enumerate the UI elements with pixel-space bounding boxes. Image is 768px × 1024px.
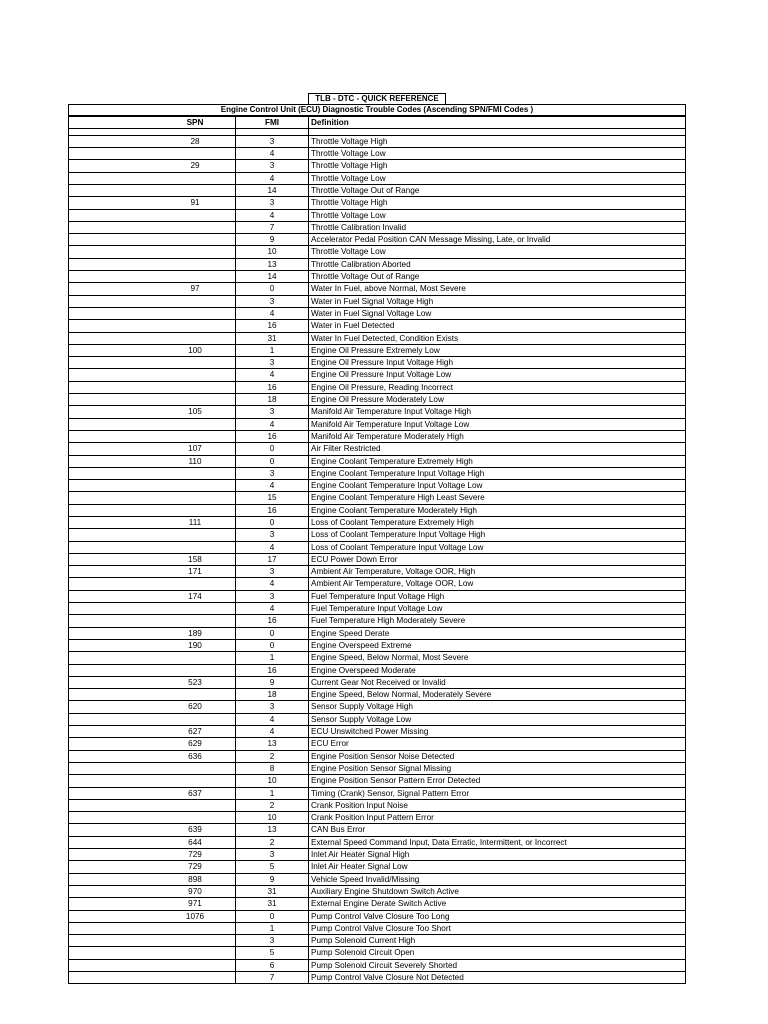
fmi-cell: 3 <box>236 357 309 369</box>
table-row <box>69 836 686 848</box>
table-row <box>69 517 686 529</box>
spn-cell: 1076 <box>155 910 236 922</box>
table-row <box>69 652 686 664</box>
definition-cell: Fuel Temperature High Moderately Severe <box>309 615 686 627</box>
table-row <box>69 873 686 885</box>
table-row <box>69 566 686 578</box>
definition-cell: External Speed Command Input, Data Erratic, Intermittent, or Incorrect <box>309 836 686 848</box>
fmi-cell: 16 <box>236 664 309 676</box>
fmi-cell: 4 <box>236 603 309 615</box>
definition-cell: Vehicle Speed Invalid/Missing <box>309 873 686 885</box>
definition-cell: Sensor Supply Voltage Low <box>309 713 686 725</box>
table-row <box>69 283 686 295</box>
fmi-cell: 10 <box>236 812 309 824</box>
spn-cell <box>155 172 236 184</box>
table-row <box>69 738 686 750</box>
table-row <box>69 713 686 725</box>
table-row <box>69 320 686 332</box>
spn-cell <box>155 467 236 479</box>
table-row <box>69 184 686 196</box>
definition-cell: Engine Position Sensor Signal Missing <box>309 762 686 774</box>
fmi-cell: 4 <box>236 148 309 160</box>
fmi-cell: 0 <box>236 283 309 295</box>
definition-cell: Air Filter Restricted <box>309 443 686 455</box>
definition-cell: Manifold Air Temperature Moderately High <box>309 430 686 442</box>
table-row <box>69 676 686 688</box>
table-row <box>69 627 686 639</box>
fmi-cell: 16 <box>236 504 309 516</box>
spn-cell <box>155 209 236 221</box>
definition-cell: Throttle Voltage Out of Range <box>309 184 686 196</box>
table-row <box>69 799 686 811</box>
definition-cell: Pump Solenoid Circuit Severely Shorted <box>309 959 686 971</box>
table-row <box>69 922 686 934</box>
spn-cell <box>155 775 236 787</box>
definition-cell: Current Gear Not Received or Invalid <box>309 676 686 688</box>
definition-cell: Fuel Temperature Input Voltage High <box>309 590 686 602</box>
definition-cell: Engine Position Sensor Noise Detected <box>309 750 686 762</box>
definition-cell: Engine Oil Pressure Extremely Low <box>309 344 686 356</box>
fmi-cell: 17 <box>236 553 309 565</box>
definition-cell: Pump Solenoid Current High <box>309 935 686 947</box>
table-row <box>69 590 686 602</box>
spn-cell: 91 <box>155 197 236 209</box>
fmi-cell: 18 <box>236 689 309 701</box>
fmi-cell: 9 <box>236 873 309 885</box>
spn-cell: 28 <box>155 135 236 147</box>
fmi-cell: 4 <box>236 172 309 184</box>
spn-cell <box>155 615 236 627</box>
table-row <box>69 824 686 836</box>
spn-cell <box>155 959 236 971</box>
definition-cell: Engine Oil Pressure, Reading Incorrect <box>309 381 686 393</box>
table-row <box>69 344 686 356</box>
definition-cell: Throttle Voltage Low <box>309 246 686 258</box>
fmi-cell: 5 <box>236 947 309 959</box>
table-row <box>69 726 686 738</box>
spn-cell: 970 <box>155 885 236 897</box>
definition-cell: Engine Coolant Temperature Extremely High <box>309 455 686 467</box>
definition-cell: Engine Speed Derate <box>309 627 686 639</box>
table-row <box>69 418 686 430</box>
spn-cell <box>155 603 236 615</box>
definition-cell: Inlet Air Heater Signal Low <box>309 861 686 873</box>
fmi-cell: 4 <box>236 541 309 553</box>
fmi-cell: 16 <box>236 381 309 393</box>
definition-cell: Engine Position Sensor Pattern Error Detected <box>309 775 686 787</box>
spn-cell <box>155 947 236 959</box>
fmi-cell: 7 <box>236 971 309 983</box>
definition-cell: Inlet Air Heater Signal High <box>309 849 686 861</box>
fmi-cell: 16 <box>236 430 309 442</box>
fmi-cell: 4 <box>236 480 309 492</box>
fmi-cell: 9 <box>236 676 309 688</box>
fmi-header: FMI <box>236 117 309 129</box>
definition-cell: Timing (Crank) Sensor, Signal Pattern Error <box>309 787 686 799</box>
definition-cell: Pump Control Valve Closure Too Short <box>309 922 686 934</box>
definition-cell: Ambient Air Temperature, Voltage OOR, Low <box>309 578 686 590</box>
definition-cell: Engine Overspeed Extreme <box>309 639 686 651</box>
fmi-cell: 4 <box>236 578 309 590</box>
definition-cell: Engine Oil Pressure Moderately Low <box>309 394 686 406</box>
spn-cell <box>155 664 236 676</box>
definition-cell: Throttle Voltage Out of Range <box>309 271 686 283</box>
definition-cell: Throttle Calibration Invalid <box>309 221 686 233</box>
table-row <box>69 295 686 307</box>
spn-cell <box>155 935 236 947</box>
fmi-cell: 14 <box>236 271 309 283</box>
spn-cell <box>155 762 236 774</box>
table-row <box>69 639 686 651</box>
table-row <box>69 234 686 246</box>
table-row <box>69 885 686 897</box>
spn-cell: 190 <box>155 639 236 651</box>
spn-cell <box>155 492 236 504</box>
definition-cell: Throttle Voltage High <box>309 160 686 172</box>
table-row <box>69 775 686 787</box>
table-row <box>69 578 686 590</box>
table-row <box>69 689 686 701</box>
fmi-cell: 1 <box>236 652 309 664</box>
spn-header: SPN <box>155 117 236 129</box>
fmi-cell: 0 <box>236 627 309 639</box>
fmi-cell: 4 <box>236 418 309 430</box>
fmi-cell: 4 <box>236 369 309 381</box>
table-row <box>69 959 686 971</box>
table-row <box>69 160 686 172</box>
fmi-cell: 4 <box>236 713 309 725</box>
table-row <box>69 332 686 344</box>
fmi-cell: 4 <box>236 726 309 738</box>
table-row <box>69 258 686 270</box>
table-row <box>69 430 686 442</box>
definition-cell: Water in Fuel Signal Voltage High <box>309 295 686 307</box>
table-row <box>69 762 686 774</box>
fmi-cell: 3 <box>236 935 309 947</box>
fmi-cell: 2 <box>236 799 309 811</box>
fmi-cell: 0 <box>236 910 309 922</box>
spn-cell: 729 <box>155 849 236 861</box>
fmi-cell: 5 <box>236 861 309 873</box>
definition-cell: Manifold Air Temperature Input Voltage High <box>309 406 686 418</box>
definition-cell: Pump Control Valve Closure Too Long <box>309 910 686 922</box>
definition-header: Definition <box>309 117 686 129</box>
fmi-cell: 14 <box>236 184 309 196</box>
fmi-cell: 3 <box>236 467 309 479</box>
spn-cell: 171 <box>155 566 236 578</box>
spn-cell: 29 <box>155 160 236 172</box>
fmi-cell: 7 <box>236 221 309 233</box>
definition-cell: ECU Unswitched Power Missing <box>309 726 686 738</box>
fmi-cell: 31 <box>236 898 309 910</box>
spn-cell <box>155 234 236 246</box>
spn-cell <box>155 812 236 824</box>
fmi-cell: 31 <box>236 332 309 344</box>
definition-cell: Crank Position Input Noise <box>309 799 686 811</box>
fmi-cell: 2 <box>236 750 309 762</box>
definition-cell: Engine Coolant Temperature Input Voltage Low <box>309 480 686 492</box>
table-row <box>69 467 686 479</box>
table-row <box>69 812 686 824</box>
definition-cell: Engine Speed, Below Normal, Most Severe <box>309 652 686 664</box>
fmi-cell: 13 <box>236 738 309 750</box>
table-header-row <box>69 117 686 129</box>
spn-cell: 627 <box>155 726 236 738</box>
table-row <box>69 480 686 492</box>
definition-cell: Pump Solenoid Circuit Open <box>309 947 686 959</box>
fmi-cell: 0 <box>236 639 309 651</box>
table-row <box>69 221 686 233</box>
fmi-cell: 18 <box>236 394 309 406</box>
definition-cell: Throttle Voltage High <box>309 197 686 209</box>
table-row <box>69 787 686 799</box>
table-row <box>69 947 686 959</box>
definition-cell: Manifold Air Temperature Input Voltage Low <box>309 418 686 430</box>
spn-cell <box>155 541 236 553</box>
spn-cell: 729 <box>155 861 236 873</box>
definition-cell: Water in Fuel Detected <box>309 320 686 332</box>
definition-cell: CAN Bus Error <box>309 824 686 836</box>
table-row <box>69 135 686 147</box>
fmi-cell: 16 <box>236 615 309 627</box>
spn-cell <box>155 578 236 590</box>
definition-cell: Fuel Temperature Input Voltage Low <box>309 603 686 615</box>
fmi-cell: 1 <box>236 344 309 356</box>
definition-cell: Engine Coolant Temperature High Least Severe <box>309 492 686 504</box>
fmi-cell: 0 <box>236 455 309 467</box>
table-row <box>69 849 686 861</box>
definition-cell: Water In Fuel, above Normal, Most Severe <box>309 283 686 295</box>
fmi-cell: 3 <box>236 406 309 418</box>
table-row <box>69 861 686 873</box>
fmi-cell: 16 <box>236 320 309 332</box>
definition-cell: Engine Speed, Below Normal, Moderately Severe <box>309 689 686 701</box>
fmi-cell: 1 <box>236 787 309 799</box>
fmi-cell: 4 <box>236 209 309 221</box>
spn-cell: 629 <box>155 738 236 750</box>
table-row <box>69 357 686 369</box>
table-row <box>69 504 686 516</box>
fmi-cell: 3 <box>236 197 309 209</box>
fmi-cell: 10 <box>236 775 309 787</box>
definition-cell: Engine Coolant Temperature Moderately High <box>309 504 686 516</box>
spn-cell <box>155 529 236 541</box>
spn-cell <box>155 357 236 369</box>
spn-cell <box>155 184 236 196</box>
spn-cell <box>155 307 236 319</box>
fmi-cell: 3 <box>236 529 309 541</box>
definition-cell: Ambient Air Temperature, Voltage OOR, High <box>309 566 686 578</box>
definition-cell: Engine Oil Pressure Input Voltage High <box>309 357 686 369</box>
spn-cell <box>155 922 236 934</box>
fmi-cell: 3 <box>236 135 309 147</box>
definition-cell: Sensor Supply Voltage High <box>309 701 686 713</box>
spn-cell <box>155 381 236 393</box>
fmi-cell: 0 <box>236 443 309 455</box>
definition-cell: Auxiliary Engine Shutdown Switch Active <box>309 885 686 897</box>
fmi-cell: 9 <box>236 234 309 246</box>
spn-cell: 105 <box>155 406 236 418</box>
definition-cell: Engine Oil Pressure Input Voltage Low <box>309 369 686 381</box>
spn-cell: 107 <box>155 443 236 455</box>
table-row <box>69 492 686 504</box>
spn-cell <box>155 430 236 442</box>
definition-cell: Throttle Voltage Low <box>309 172 686 184</box>
spn-cell <box>155 320 236 332</box>
spn-cell <box>155 295 236 307</box>
definition-cell: Water in Fuel Signal Voltage Low <box>309 307 686 319</box>
spn-cell: 174 <box>155 590 236 602</box>
spn-cell <box>155 480 236 492</box>
definition-cell: Throttle Calibration Aborted <box>309 258 686 270</box>
definition-cell: Engine Coolant Temperature Input Voltage High <box>309 467 686 479</box>
definition-cell: Accelerator Pedal Position CAN Message Missing, Late, or Invalid <box>309 234 686 246</box>
spn-cell <box>155 369 236 381</box>
fmi-cell: 3 <box>236 566 309 578</box>
fmi-cell: 13 <box>236 824 309 836</box>
table-row <box>69 910 686 922</box>
table-row <box>69 406 686 418</box>
definition-cell: ECU Power Down Error <box>309 553 686 565</box>
table-row <box>69 935 686 947</box>
fmi-cell: 15 <box>236 492 309 504</box>
spn-cell: 644 <box>155 836 236 848</box>
spn-cell <box>155 418 236 430</box>
fmi-cell: 0 <box>236 517 309 529</box>
definition-cell: Water In Fuel Detected, Condition Exists <box>309 332 686 344</box>
table-row <box>69 603 686 615</box>
table-row <box>69 701 686 713</box>
dtc-table <box>68 116 686 984</box>
table-row <box>69 664 686 676</box>
spn-cell <box>155 332 236 344</box>
definition-cell: Engine Overspeed Moderate <box>309 664 686 676</box>
spn-cell <box>155 271 236 283</box>
fmi-cell: 13 <box>236 258 309 270</box>
spn-cell: 111 <box>155 517 236 529</box>
fmi-cell: 3 <box>236 160 309 172</box>
spn-cell: 898 <box>155 873 236 885</box>
spn-cell: 637 <box>155 787 236 799</box>
spn-cell: 158 <box>155 553 236 565</box>
table-row <box>69 381 686 393</box>
table-row <box>69 246 686 258</box>
table-row <box>69 971 686 983</box>
spn-cell: 971 <box>155 898 236 910</box>
fmi-cell: 3 <box>236 701 309 713</box>
spn-cell <box>155 258 236 270</box>
spn-cell <box>155 971 236 983</box>
document-title: TLB - DTC - QUICK REFERENCE <box>308 93 446 104</box>
table-row <box>69 553 686 565</box>
fmi-cell: 10 <box>236 246 309 258</box>
fmi-cell: 3 <box>236 590 309 602</box>
spn-cell <box>155 148 236 160</box>
definition-cell: Loss of Coolant Temperature Extremely High <box>309 517 686 529</box>
fmi-cell: 3 <box>236 849 309 861</box>
fmi-cell: 4 <box>236 307 309 319</box>
spn-cell <box>155 689 236 701</box>
spn-cell: 523 <box>155 676 236 688</box>
table-row <box>69 172 686 184</box>
table-row <box>69 615 686 627</box>
table-row <box>69 148 686 160</box>
definition-cell: Throttle Voltage Low <box>309 148 686 160</box>
definition-cell: Loss of Coolant Temperature Input Voltage Low <box>309 541 686 553</box>
fmi-cell: 1 <box>236 922 309 934</box>
definition-cell: Pump Control Valve Closure Not Detected <box>309 971 686 983</box>
definition-cell: Throttle Voltage Low <box>309 209 686 221</box>
fmi-cell: 2 <box>236 836 309 848</box>
spn-cell: 620 <box>155 701 236 713</box>
spn-cell <box>155 221 236 233</box>
table-row <box>69 394 686 406</box>
fmi-cell: 3 <box>236 295 309 307</box>
definition-cell: Crank Position Input Pattern Error <box>309 812 686 824</box>
table-row <box>69 541 686 553</box>
spn-cell <box>155 652 236 664</box>
spn-cell: 97 <box>155 283 236 295</box>
spn-cell <box>155 246 236 258</box>
spn-cell: 189 <box>155 627 236 639</box>
dtc-reference-sheet <box>68 93 686 984</box>
table-row <box>69 443 686 455</box>
spn-cell: 639 <box>155 824 236 836</box>
fmi-cell: 31 <box>236 885 309 897</box>
fmi-cell: 6 <box>236 959 309 971</box>
spn-cell: 636 <box>155 750 236 762</box>
table-row <box>69 455 686 467</box>
spn-cell <box>155 799 236 811</box>
spn-cell <box>155 713 236 725</box>
table-row <box>69 898 686 910</box>
spn-cell <box>155 394 236 406</box>
table-row <box>69 209 686 221</box>
table-row <box>69 750 686 762</box>
spn-cell: 100 <box>155 344 236 356</box>
definition-cell: Loss of Coolant Temperature Input Voltage High <box>309 529 686 541</box>
table-row <box>69 369 686 381</box>
table-row <box>69 197 686 209</box>
spn-cell <box>155 504 236 516</box>
table-row <box>69 529 686 541</box>
table-row <box>69 271 686 283</box>
spn-cell: 110 <box>155 455 236 467</box>
definition-cell: ECU Error <box>309 738 686 750</box>
definition-cell: External Engine Derate Switch Active <box>309 898 686 910</box>
table-row <box>69 307 686 319</box>
document-subtitle: Engine Control Unit (ECU) Diagnostic Trouble Codes (Ascending SPN/FMI Codes ) <box>68 104 686 116</box>
fmi-cell: 8 <box>236 762 309 774</box>
definition-cell: Throttle Voltage High <box>309 135 686 147</box>
